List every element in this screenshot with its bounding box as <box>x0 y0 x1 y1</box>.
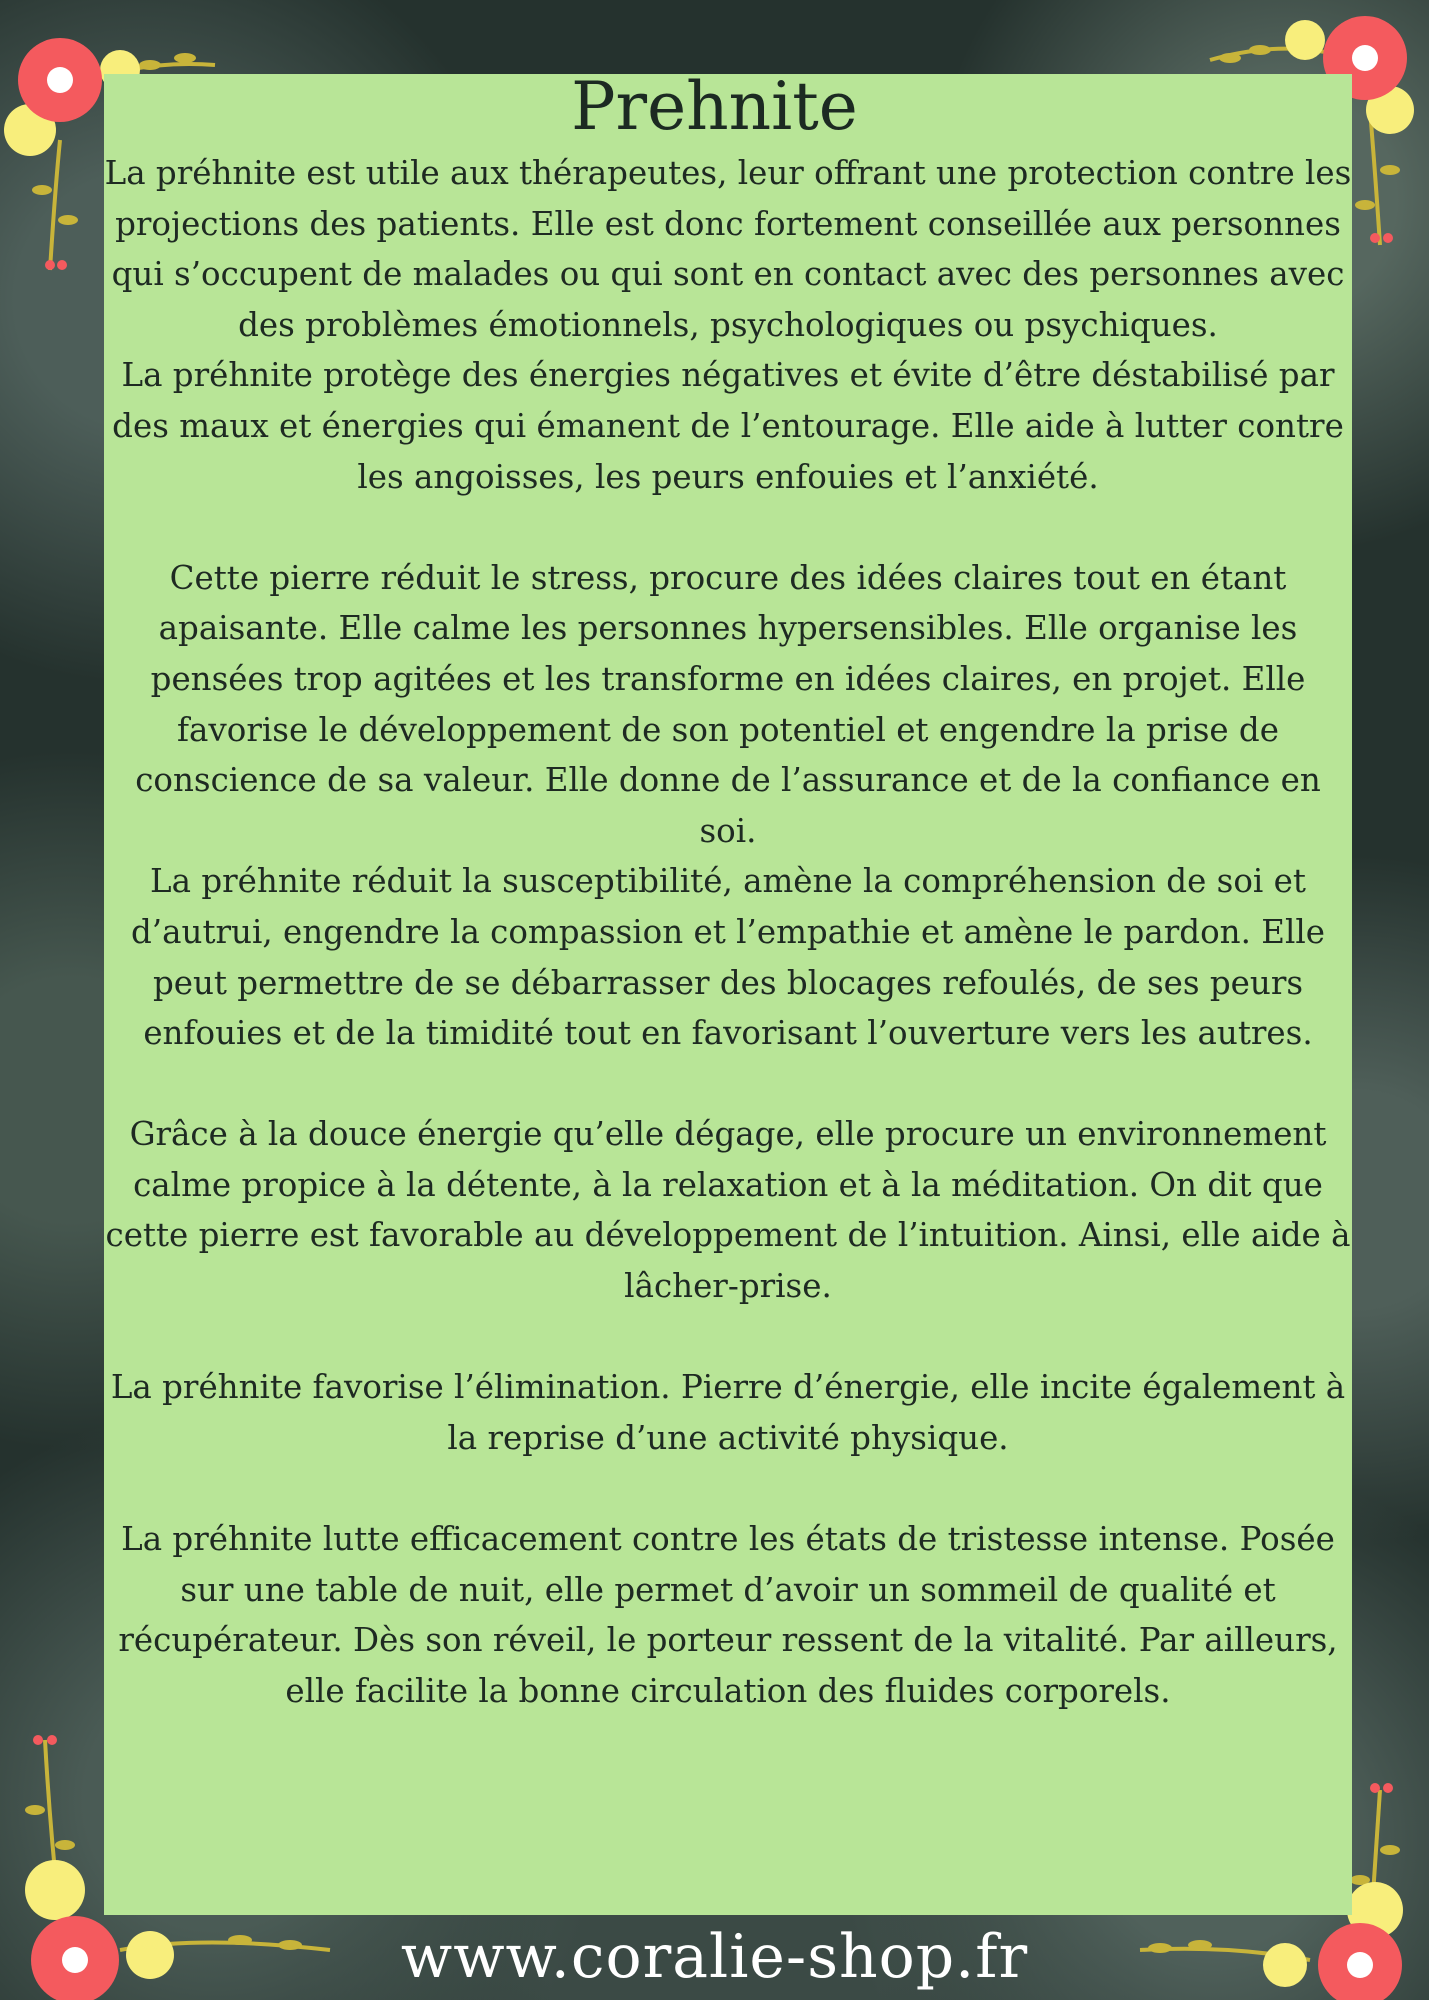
website-url: www.coralie-shop.fr <box>400 1922 1029 1992</box>
paragraph-spacer <box>104 1463 1352 1514</box>
paragraph-spacer <box>104 1312 1352 1363</box>
paragraph-spacer <box>104 502 1352 553</box>
paragraph: Cette pierre réduit le stress, procure des idées claires tout en étant apaisante. Elle calme les personnes hypersensibles. Elle organise les pensées trop agitées et les transforme en idées claires, en projet. Elle favorise le développement de son potentiel et engendre la prise de conscience de sa valeur. Elle donne de l’assurance et de la confiance en soi. <box>135 558 1321 850</box>
paragraph: La préhnite réduit la susceptibilité, amène la compréhension de soi et d’autrui, engendre la compassion et l’empathie et amène le pardon. Elle peut permettre de se débarrasser des blocages refoulés, de ses peurs enfouies et de la timidité tout en favorisant l’ouverture vers les autres. <box>131 862 1325 1053</box>
article-body <box>104 148 1352 1716</box>
paragraph-spacer <box>104 1059 1352 1110</box>
paragraph: La préhnite lutte efficacement contre les états de tristesse intense. Posée sur une table de nuit, elle permet d’avoir un sommeil de qualité et récupérateur. Dès son réveil, le porteur ressent de la vitalité. Par ailleurs, elle facilite la bonne circulation des fluides corporels. <box>118 1520 1338 1710</box>
paragraph: La préhnite favorise l’élimination. Pierre d’énergie, elle incite également à la reprise d’une activité physique. <box>110 1368 1346 1457</box>
paragraph: Grâce à la douce énergie qu’elle dégage, elle procure un environnement calme propice à la détente, à la relaxation et à la méditation. On dit que cette pierre est favorable au développement de l’intuition. Ainsi, elle aide à lâcher-prise. <box>105 1115 1351 1306</box>
paragraph: La préhnite est utile aux thérapeutes, leur offrant une protection contre les projections des patients. Elle est donc fortement conseillée aux personnes qui s’occupent de malades ou qui sont en contact avec des personnes avec des problèmes émotionnels, psychologiques ou psychiques. <box>104 154 1352 344</box>
paragraph: La préhnite protège des énergies négatives et évite d’être déstabilisé par des maux et énergies qui émanent de l’entourage. Elle aide à lutter contre les angoisses, les peurs enfouies et l’anxiété. <box>112 356 1344 496</box>
page-title: Prehnite <box>571 68 858 145</box>
